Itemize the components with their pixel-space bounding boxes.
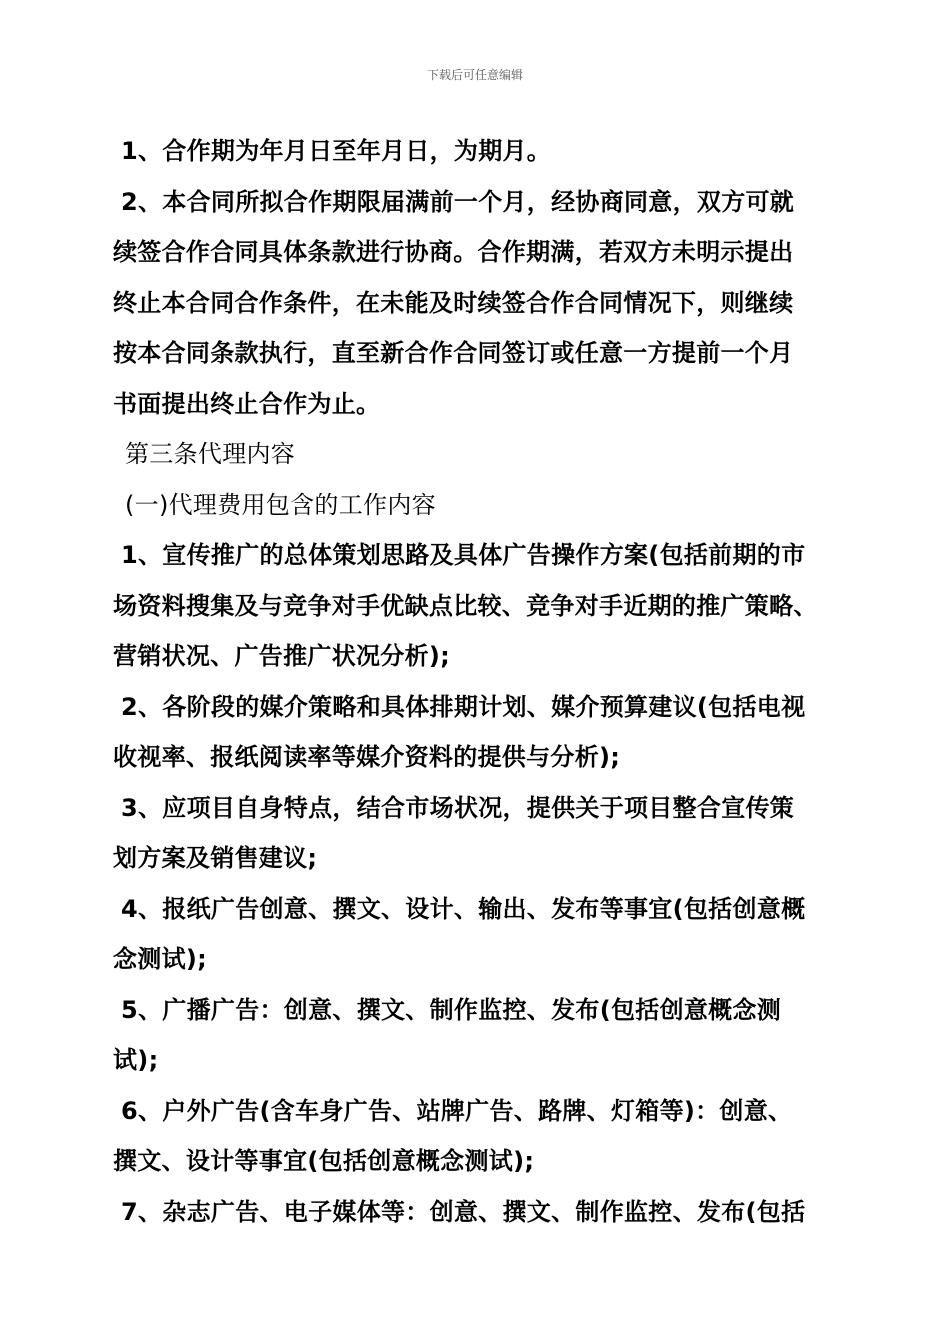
paragraph-line: 2、本合同所拟合作期限届满前一个月，经协商同意，双方可就 [121, 187, 795, 216]
paragraph-line: 7、杂志广告、电子媒体等：创意、撰文、制作监控、发布(包括 [121, 1197, 806, 1226]
paragraph-line: 试); [113, 1046, 159, 1074]
page-header: 下载后可任意编辑 [426, 68, 523, 82]
paragraph-line: 3、应项目自身特点，结合市场状况，提供关于项目整合宣传策 [121, 793, 795, 822]
paragraph-line: 1、合作期为年月日至年月日，为期月。 [121, 137, 552, 165]
paragraph-line: 1、宣传推广的总体策划思路及具体广告操作方案(包括前期的市 [121, 541, 806, 569]
paragraph-line: 撰文、设计等事宜(包括创意概念测试); [113, 1147, 535, 1175]
paragraph-line: 念测试); [113, 945, 208, 973]
paragraph-line: 收视率、报纸阅读率等媒介资料的提供与分析); [113, 743, 621, 771]
paragraph-line: 营销状况、广告推广状况分析); [113, 642, 451, 670]
document-body [113, 126, 853, 1237]
paragraph-line: 4、报纸广告创意、撰文、设计、输出、发布等事宜(包括创意概 [121, 894, 806, 923]
subsection-heading: (一)代理费用包含的工作内容 [125, 490, 436, 519]
paragraph-line: 终止本合同合作条件，在未能及时续签合作合同情况下，则继续 [113, 288, 794, 317]
paragraph-line: 按本合同条款执行，直至新合作合同签订或任意一方提前一个月 [113, 339, 794, 367]
paragraph-line: 书面提出终止合作为止。 [113, 389, 381, 418]
paragraph-line: 场资料搜集及与竞争对手优缺点比较、竞争对手近期的推广策略、 [113, 591, 818, 620]
section-heading: 第三条代理内容 [125, 440, 296, 468]
paragraph-line: 5、广播广告：创意、撰文、制作监控、发布(包括创意概念测 [121, 995, 782, 1024]
paragraph-line: 续签合作合同具体条款进行协商。合作期满，若双方未明示提出 [113, 238, 794, 266]
paragraph-line: 2、各阶段的媒介策略和具体排期计划、媒介预算建议(包括电视 [121, 692, 806, 721]
paragraph-line: 6、户外广告(含车身广告、站牌广告、路牌、灯箱等)：创意、 [121, 1096, 793, 1125]
paragraph-line: 划方案及销售建议; [113, 844, 318, 872]
